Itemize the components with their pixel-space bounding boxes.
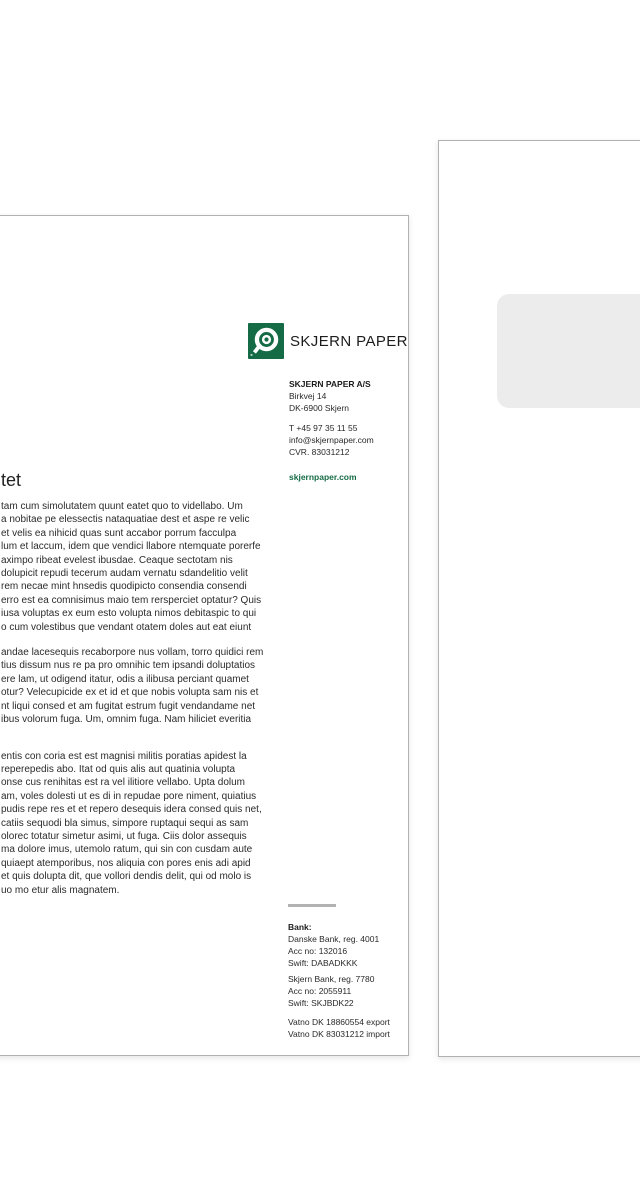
text-line: ere lam, ut odigend itatur, odis a ilibusa perciant quamet — [1, 673, 249, 685]
contact-block — [289, 378, 374, 458]
brand-block — [248, 323, 408, 359]
bank-line: Acc no: 132016 — [288, 946, 348, 956]
skjern-paper-logo — [248, 323, 284, 359]
letter-body — [1, 470, 281, 909]
email-line: info@skjernpaper.com — [289, 435, 374, 445]
paragraph — [1, 500, 281, 634]
bank-block — [288, 921, 390, 1040]
cvr-line: CVR. 83031212 — [289, 447, 350, 457]
text-line: rem necae mint hnsedis quodipicto consendia consendi — [1, 581, 247, 593]
letterhead-page — [0, 215, 409, 1056]
bank-line: Danske Bank, reg. 4001 — [288, 934, 380, 944]
bank-line: Swift: DABADKKK — [288, 958, 358, 968]
text-line: et quis dolupta dit, que vollori dendis delit, qui od molo is — [1, 871, 252, 883]
text-line: ibus volorum fuga. Um, omnim fuga. Nam hiliciet everitia — [1, 714, 252, 726]
text-line: entis con coria est est magnisi militis poratias apidest la — [1, 750, 247, 762]
address-line: DK-6900 Skjern — [289, 403, 350, 413]
vat-line: Vatno DK 83031212 import — [288, 1029, 390, 1039]
bank-line: Swift: SKJBDK22 — [288, 998, 354, 1008]
text-line: am, voles dolesti ut es di in repudae pore niment, quiatius — [1, 790, 257, 802]
paragraph — [1, 646, 281, 726]
text-line: catiis sequodi bla simus, simpore ruptaqui sequi as sam — [1, 817, 249, 829]
address-window — [497, 294, 640, 408]
bank-label: Bank: — [288, 922, 312, 932]
footer-divider — [288, 904, 336, 907]
letter-heading: tet — [1, 470, 22, 490]
bank-group — [288, 973, 390, 1009]
text-line: iusa voluptas ex eum esto volupta nimos debitaspic to qui — [1, 608, 257, 620]
text-line: reperepedis abo. Itat od quis alis aut quatinia volupta — [1, 763, 236, 775]
text-line: onse cus renihitas est ra vel ilitiore vellabo. Upta dolum — [1, 777, 246, 789]
paragraph — [1, 750, 281, 897]
company-name: SKJERN PAPER A/S — [289, 379, 371, 389]
text-line: nt liqui consed et am fugitat estrum fugit vendandame net — [1, 700, 256, 712]
vat-line: Vatno DK 18860554 export — [288, 1017, 390, 1027]
bank-group — [288, 933, 390, 969]
text-line: aximpo ribeat evelest ibusdae. Ceaque sectotam nis — [1, 554, 233, 566]
text-line: pudis repe res et et repero desequis idera consed quis net, — [1, 804, 262, 816]
bank-line: Skjern Bank, reg. 7780 — [288, 974, 375, 984]
text-line: quiaept atemporibus, nos aliquia con pores enis adi apid — [1, 857, 251, 869]
text-line: o cum volestibus que vendant otatem doles aut eat eiunt — [1, 621, 252, 633]
text-line: tam cum simolutatem quunt eatet quo to videllabo. Um — [1, 501, 243, 512]
text-line: et velis ea nihicid quas sunt accabor porrum facculpa — [1, 527, 237, 539]
text-line: dolupicit repudi tecerum audam vernatu sdandelitio velit — [1, 568, 248, 580]
spacer — [289, 414, 374, 422]
text-line: uo mo etur alis magnatem. — [1, 884, 120, 896]
text-line: lum et laccum, idem que vendici llabore ntemquate porerfe — [1, 541, 261, 553]
website-link[interactable]: skjernpaper.com — [289, 472, 357, 482]
text-line: tius dissum nus re pa pro omnihic tem ipsandi doluptatios — [1, 660, 256, 672]
text-line: ma dolore imus, utemolo ratum, qui sin con cusdam aute — [1, 844, 253, 856]
text-line: olorec totatur simetur asimi, ut fuga. Ciis dolor assequis — [1, 830, 247, 842]
text-line: erro est ea comnisimus maio tem rersperciet optatur? Quis — [1, 594, 262, 606]
vat-block — [288, 1016, 390, 1040]
envelope-page — [438, 140, 640, 1057]
bank-line: Acc no: 2055911 — [288, 986, 352, 996]
phone-line: T +45 97 35 11 55 — [289, 423, 358, 433]
text-line: andae lacesequis recaborpore nus vollam, torro quidici rem — [1, 647, 264, 659]
text-line: otur? Velecupicide ex et id et que nobis volupta sam nis et — [1, 687, 259, 699]
text-line: a nobitae pe elessectis nataquatiae dest et aspe re velic — [1, 514, 250, 526]
brand-wordmark: SKJERN PAPER — [290, 332, 408, 350]
address-line: Birkvej 14 — [289, 391, 327, 401]
